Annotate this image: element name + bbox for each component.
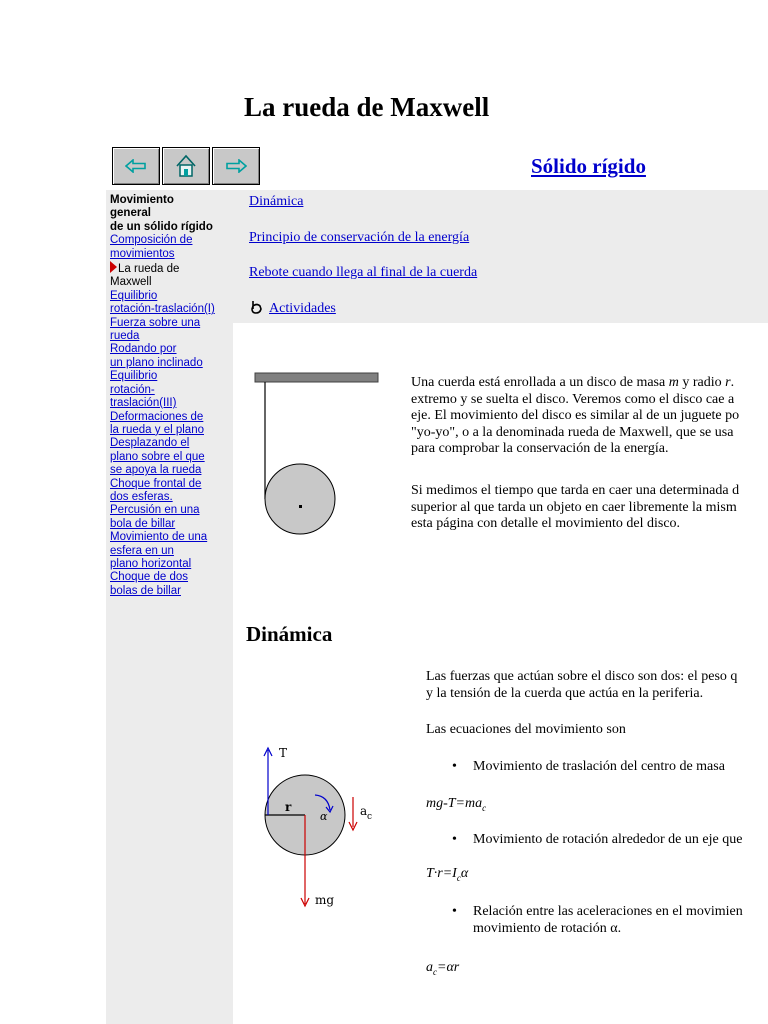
tension-label: T — [279, 746, 288, 760]
sidebar-item-fuerza-rueda[interactable]: Fuerza sobre una rueda — [110, 316, 201, 343]
sidebar-item-choque-bolas[interactable]: Choque de dos bolas de billar — [110, 571, 189, 597]
bullet-relacion: • Relación entre las aceleraciones en el movimien movimiento de rotación α. — [473, 904, 743, 937]
equation-traslacion: $mg-T=ma_c$ — [426, 796, 487, 813]
disc-hanging-diagram — [250, 368, 385, 548]
sidebar-item-current: La rueda de Maxwell — [110, 263, 180, 289]
sidebar-item-equilibrio-1[interactable]: Equilibrio rotación-traslación(I) — [110, 289, 215, 316]
acceleration-subscript: c — [367, 812, 373, 822]
intro-paragraph-2: Si medimos el tiempo que tarda en caer una determinada d superior al que tarda un objeto en caer libremente la mism esta página con detalle el movimiento del disco. — [411, 483, 740, 531]
sidebar-item-rodando[interactable]: Rodando por un plano inclinado — [110, 343, 203, 369]
angular-acceleration-label: α — [320, 810, 328, 823]
sidebar-item-composicion[interactable]: Composición de movimientos — [110, 234, 193, 260]
sidebar — [106, 190, 233, 1024]
index-link-actividades[interactable]: Actividades — [269, 301, 336, 316]
bullet-traslacion: • Movimiento de traslación del centro de masa — [473, 759, 725, 776]
equation-rotacion: $T\cdot r=I_c\alpha$ — [426, 866, 469, 883]
section-link-solido-rigido[interactable]: Sólido rígido — [531, 154, 646, 178]
equation-relacion: $a_c=\alpha r$ — [426, 960, 460, 977]
forward-button[interactable] — [212, 147, 260, 185]
index-link-dinamica[interactable]: Dinámica — [249, 194, 304, 209]
pointing-hand-icon — [250, 300, 264, 319]
sidebar-item-percusion[interactable]: Percusión en una bola de billar — [110, 504, 200, 530]
page-title: La rueda de Maxwell — [244, 92, 490, 122]
page-index — [233, 190, 768, 323]
sidebar-item-movimiento-esfera[interactable]: Movimiento de una esfera en un plano horizontal — [110, 531, 208, 570]
bullet-rotacion: • Movimiento de rotación alrededor de un eje que — [473, 832, 742, 849]
sidebar-heading: Movimiento general de un sólido rígido — [110, 194, 213, 233]
sidebar-item-choque-frontal[interactable]: Choque frontal de dos esferas. — [110, 477, 202, 503]
back-button[interactable] — [112, 147, 160, 185]
index-link-rebote[interactable]: Rebote cuando llega al final de la cuerda — [249, 265, 478, 280]
weight-label: mg — [315, 893, 335, 907]
forces-diagram — [258, 742, 388, 912]
home-button[interactable] — [162, 147, 210, 185]
dinamica-paragraph-2: Las ecuaciones del movimiento son — [426, 722, 626, 737]
sidebar-item-deformaciones[interactable]: Deformaciones de la rueda y el plano — [110, 410, 204, 436]
section-heading-dinamica: Dinámica — [246, 622, 333, 646]
radius-label: r — [285, 800, 292, 814]
home-icon — [175, 154, 197, 178]
acceleration-label: a — [360, 804, 368, 818]
intro-paragraph-1: Una cuerda está enrollada a un disco de masa m y radio r. extremo y se suelta el disco. Veremos como el disco cae a eje. El movimiento del disco es similar al de un juguete po "yo-yo", o a la denominada rueda de Maxwell, que se usa para comprobar la conservación de la energía. — [411, 375, 740, 456]
left-arrow-icon — [125, 159, 147, 173]
right-arrow-icon — [225, 159, 247, 173]
sidebar-item-desplazando[interactable]: Desplazando el plano sobre el que se apoya la rueda — [110, 437, 205, 477]
sidebar-item-equilibrio-3[interactable]: Equilibrio rotación- traslación(III) — [110, 370, 177, 410]
dinamica-paragraph-1: Las fuerzas que actúan sobre el disco son dos: el peso q y la tensión de la cuerda que actúa en la periferia. — [426, 669, 738, 701]
index-link-conservacion[interactable]: Principio de conservación de la energía — [249, 230, 470, 245]
current-page-marker-icon — [110, 261, 117, 273]
